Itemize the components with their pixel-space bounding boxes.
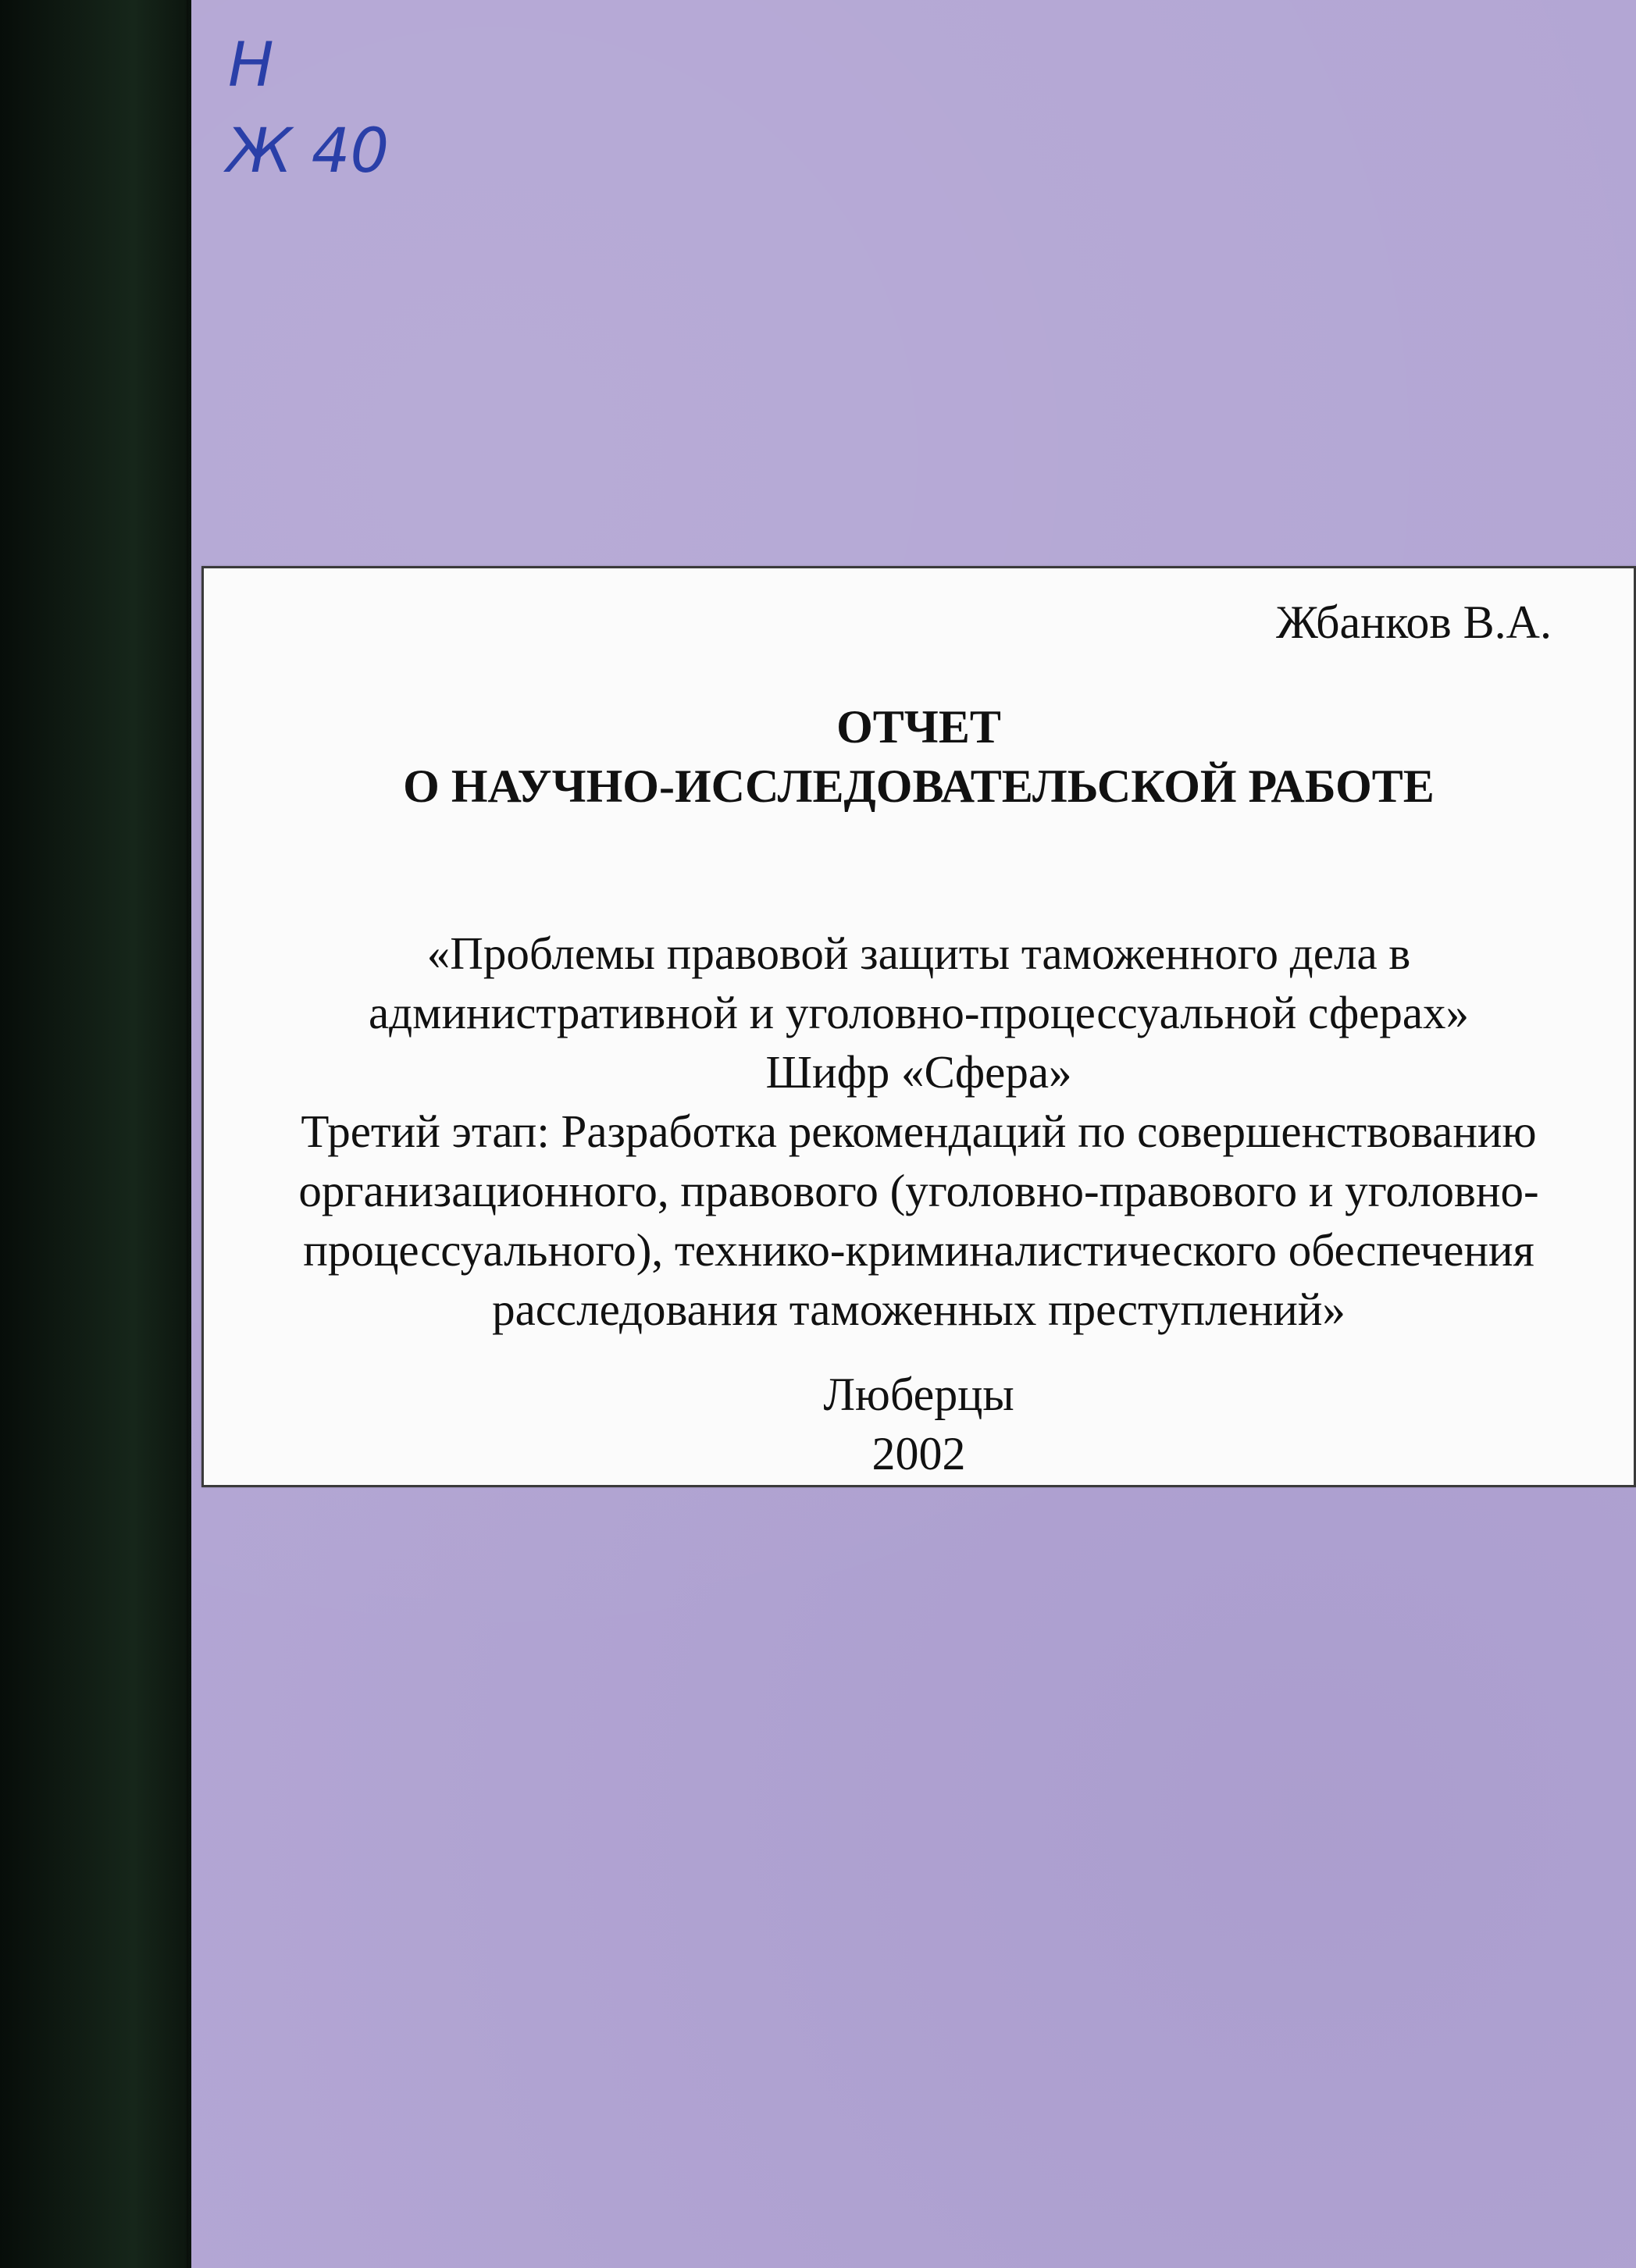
handwritten-shelf-mark: [211, 23, 445, 203]
description-line: расследования таможенных преступлений»: [492, 1284, 1346, 1335]
report-description: [204, 924, 1634, 1339]
report-title: [204, 697, 1634, 816]
cipher-line: Шифр «Сфера»: [765, 1046, 1072, 1098]
handwritten-line-2: Ж 40: [226, 116, 390, 187]
imprint: [204, 1365, 1634, 1483]
title-line: О НАУЧНО-ИССЛЕДОВАТЕЛЬСКОЙ РАБОТЕ: [403, 760, 1435, 812]
city: Люберцы: [823, 1369, 1014, 1420]
title-line: ОТЧЕТ: [836, 701, 1001, 753]
description-line: административной и уголовно-процессуальной сферах»: [368, 987, 1470, 1038]
title-label: [201, 566, 1636, 1487]
description-line: организационного, правового (уголовно-правового и уголовно-: [298, 1165, 1539, 1216]
year: 2002: [871, 1428, 966, 1479]
description-line: Третий этап: Разработка рекомендаций по совершенствованию: [301, 1106, 1537, 1157]
handwritten-line-1: Н: [228, 30, 274, 101]
author-name: Жбанков В.А.: [1276, 596, 1552, 648]
description-line: процессуального), технико-криминалистического обеспечения: [303, 1224, 1534, 1276]
description-line: «Проблемы правовой защиты таможенного дела в: [426, 927, 1411, 979]
binding-spine: [0, 0, 191, 2268]
